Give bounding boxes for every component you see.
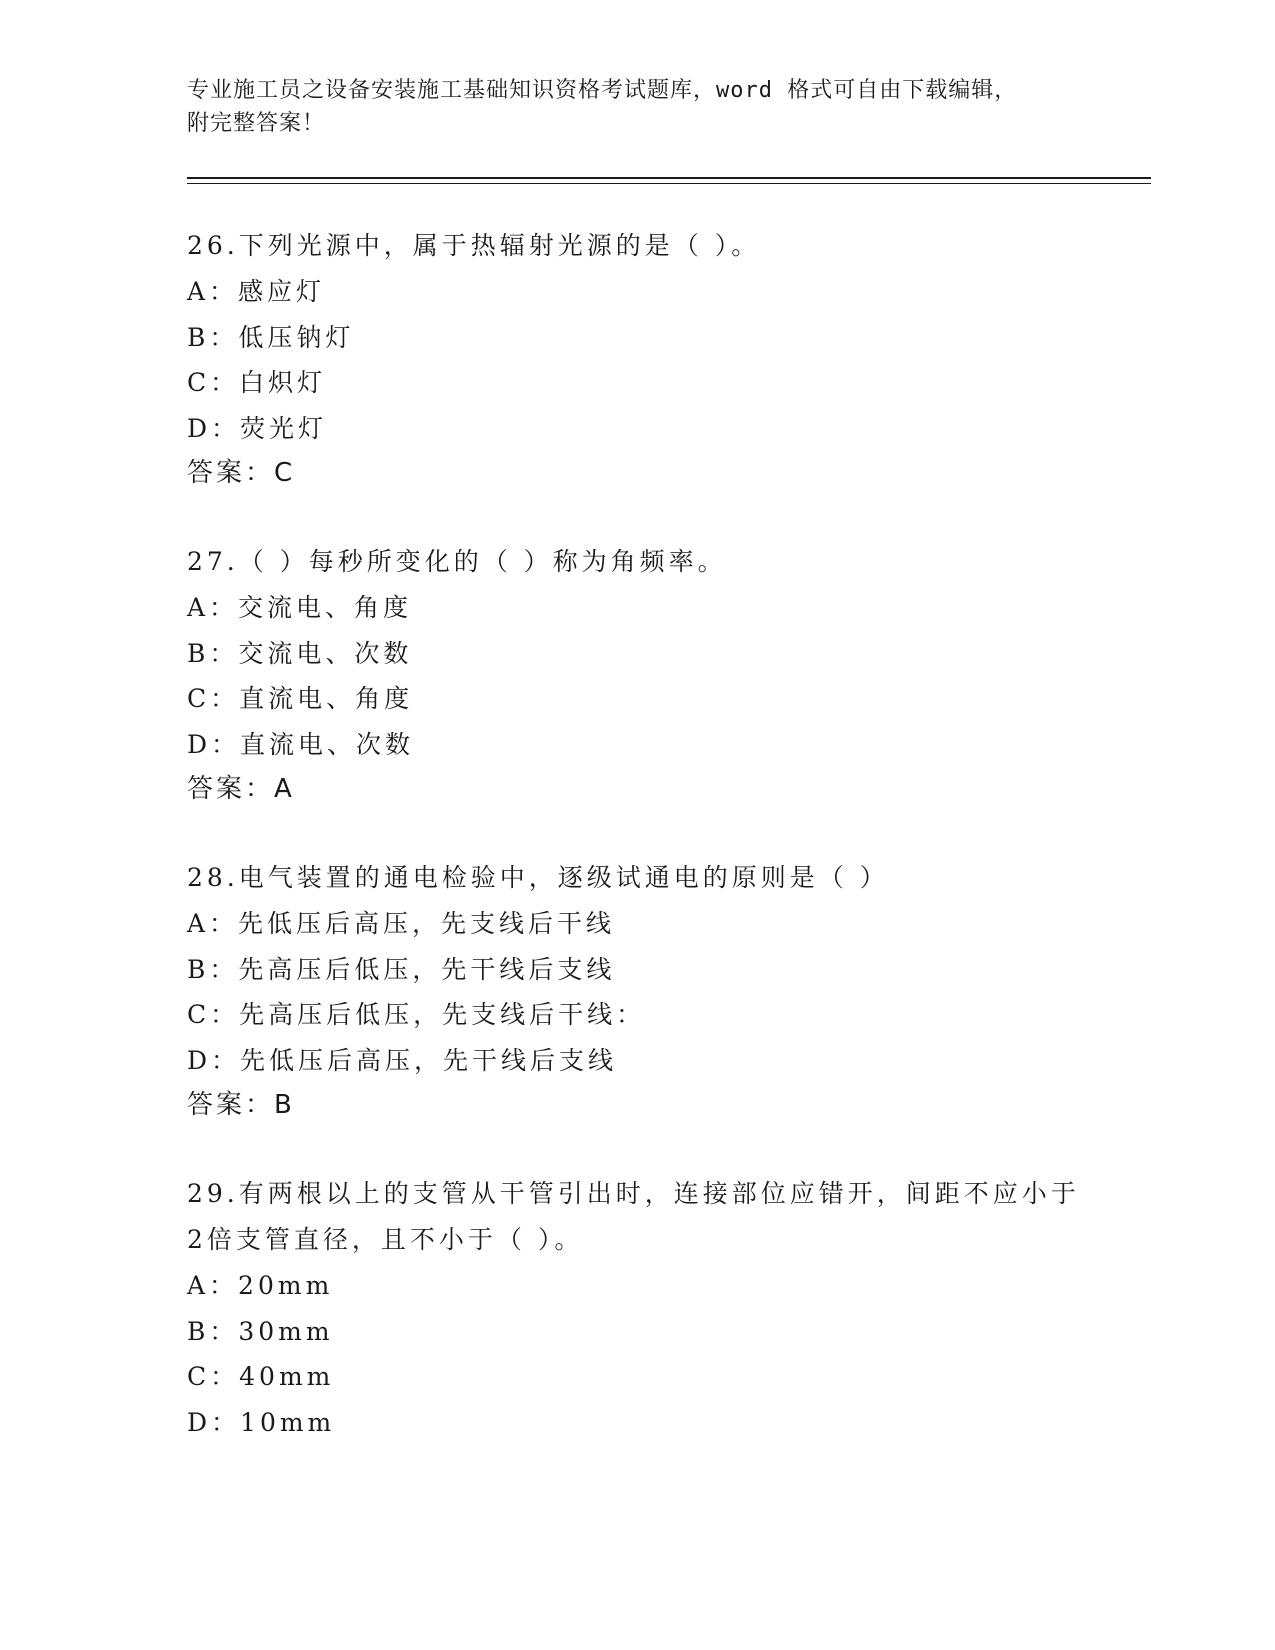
answer: 答案：B (187, 1090, 295, 1120)
option-a: A：感应灯 (187, 277, 326, 306)
question-stem: 2倍支管直径，且不小于（ ）。 (187, 1225, 584, 1254)
question-stem: 29.有两根以上的支管从干管引出时，连接部位应错开，间距不应小于 (187, 1179, 1080, 1208)
option-d: D：荧光灯 (187, 413, 328, 443)
header-line: 专业施工员之设备安装施工基础知识资格考试题库，word 格式可自由下载编辑， (187, 78, 1018, 103)
question-26 (187, 223, 1151, 496)
option-b: B：低压钠灯 (187, 322, 355, 352)
option-d: D：直流电、次数 (187, 729, 415, 759)
document-header (187, 74, 1087, 140)
option-a: A：先低压后高压，先支线后干线 (187, 909, 616, 938)
option-a: A：交流电、角度 (187, 593, 413, 622)
header-divider (187, 183, 1151, 184)
option-c: C：直流电、角度 (187, 684, 414, 713)
option-b: B：交流电、次数 (187, 638, 413, 668)
option-c: C：白炽灯 (187, 368, 327, 397)
question-stem: 28.电气装置的通电检验中，逐级试通电的原则是（ ） (187, 863, 889, 892)
question-29 (187, 1171, 1151, 1445)
question-28 (187, 855, 1151, 1128)
question-27 (187, 539, 1151, 812)
answer: 答案：A (187, 774, 295, 804)
option-b: B：先高压后低压，先干线后支线 (187, 954, 616, 984)
question-stem: 27.（ ）每秒所变化的（ ）称为角频率。 (187, 547, 727, 576)
answer: 答案：C (187, 458, 296, 488)
option-d: D：10mm (187, 1407, 336, 1437)
option-d: D：先低压后高压，先干线后支线 (187, 1045, 618, 1075)
option-b: B：30mm (187, 1316, 334, 1346)
option-c: C：先高压后低压，先支线后干线： (187, 1000, 646, 1029)
header-line: 附完整答案！ (187, 111, 326, 136)
option-a: A：20mm (187, 1271, 334, 1300)
question-stem: 26.下列光源中，属于热辐射光源的是（ ）。 (187, 231, 761, 260)
header-divider (187, 177, 1151, 179)
option-c: C：40mm (187, 1362, 335, 1391)
